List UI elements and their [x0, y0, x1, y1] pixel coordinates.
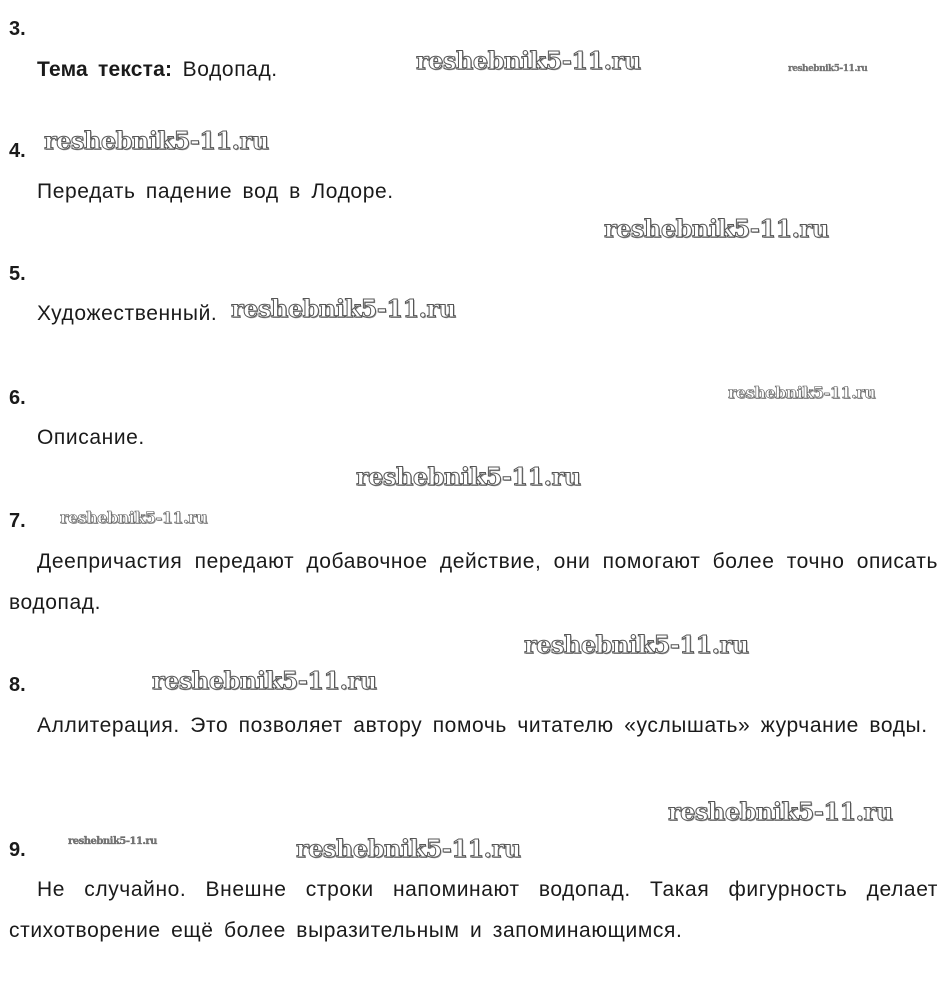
- answer-3-text: Водопад.: [182, 58, 278, 81]
- answer-number-9: 9.: [9, 839, 26, 861]
- answer-3-label: Тема текста:: [37, 58, 173, 81]
- watermark: reshebnik5-11.ru: [604, 214, 829, 243]
- watermark: reshebnik5-11.ru: [296, 834, 521, 863]
- watermark: reshebnik5-11.ru: [788, 64, 868, 74]
- watermark: reshebnik5-11.ru: [728, 383, 876, 402]
- answer-7-text: Деепричастия передают добавочное действие, они помогают более точно описать водопад.: [9, 550, 938, 614]
- watermark: reshebnik5-11.ru: [60, 508, 208, 527]
- watermark: reshebnik5-11.ru: [668, 797, 893, 826]
- watermark: reshebnik5-11.ru: [152, 666, 377, 695]
- answer-4-text: Передать падение вод в Лодоре.: [37, 180, 394, 203]
- answer-9-text: Не случайно. Внешне строки напоминают водопад. Такая фигурность делает стихотворение ещё более выразительным и запоминающимся.: [9, 878, 938, 942]
- answer-number-6: 6.: [9, 387, 26, 409]
- answer-number-3: 3.: [9, 18, 26, 40]
- answer-number-5: 5.: [9, 263, 26, 285]
- watermark: reshebnik5-11.ru: [416, 46, 641, 75]
- answer-8-text: Аллитерация. Это позволяет автору помочь читателю «услышать» журчание воды.: [37, 714, 928, 737]
- answer-6-text: Описание.: [37, 426, 145, 449]
- watermark: reshebnik5-11.ru: [524, 630, 749, 659]
- watermark: reshebnik5-11.ru: [68, 836, 157, 847]
- answer-5-text: Художественный.: [37, 302, 218, 325]
- answer-number-4: 4.: [9, 140, 26, 162]
- watermark: reshebnik5-11.ru: [356, 462, 581, 491]
- watermark: reshebnik5-11.ru: [44, 126, 269, 155]
- answer-number-8: 8.: [9, 674, 26, 696]
- watermark: reshebnik5-11.ru: [231, 294, 456, 323]
- answer-number-7: 7.: [9, 510, 26, 532]
